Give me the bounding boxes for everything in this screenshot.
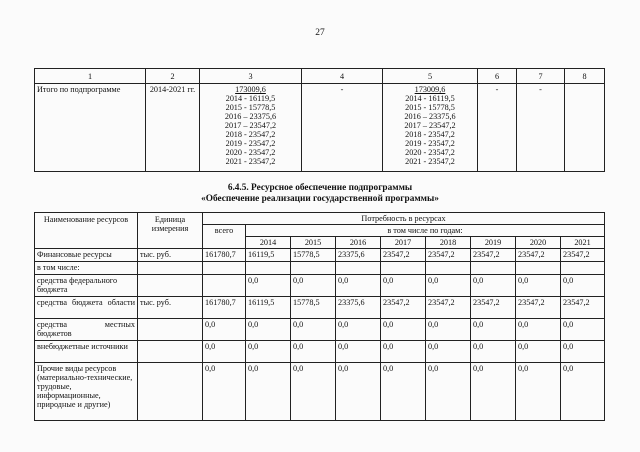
table-row [35, 297, 605, 319]
funding-year: 2015 - 15778,5 [225, 103, 276, 112]
year-value: 0,0 [381, 363, 426, 421]
table-row [35, 262, 605, 275]
year-value: 0,0 [471, 341, 516, 363]
resource-unit [138, 275, 203, 297]
year-value: 23547,2 [471, 249, 516, 262]
year-value: 0,0 [561, 363, 605, 421]
year-value: 0,0 [291, 341, 336, 363]
year-header: 2018 [426, 237, 471, 249]
subprogram-total-table [34, 68, 605, 172]
heading-line: 6.4.5. Ресурсное обеспечение подпрограммы [227, 183, 413, 193]
resource-unit [138, 363, 203, 421]
header-row [35, 213, 605, 225]
funding-year: 2019 - 23547,2 [405, 139, 455, 148]
cell-col7: - [517, 84, 565, 172]
year-value: 0,0 [516, 319, 561, 341]
funding-year: 2020 - 23547,2 [225, 148, 276, 157]
year-value [336, 262, 381, 275]
page-number: 27 [315, 28, 325, 38]
table-row [35, 319, 605, 341]
resource-unit [138, 262, 203, 275]
col-header-need: Потребность в ресурсах [203, 213, 605, 225]
year-value: 0,0 [516, 341, 561, 363]
funding-year: 2018 - 23547,2 [225, 130, 276, 139]
year-value: 15778,5 [291, 297, 336, 319]
table-row [35, 363, 605, 421]
col-header-years: в том числе по годам: [246, 225, 605, 237]
col-header: 1 [35, 69, 146, 84]
year-value: 23375,6 [336, 297, 381, 319]
funding-cell-col5 [383, 84, 478, 172]
year-value: 0,0 [246, 363, 291, 421]
year-value: 0,0 [336, 341, 381, 363]
resource-total: 161780,7 [203, 249, 246, 262]
header-row [35, 69, 605, 84]
col-header-unit: Единица измерения [138, 213, 203, 249]
year-value: 23547,2 [561, 249, 605, 262]
resource-table [34, 212, 605, 421]
cell-col6: - [478, 84, 517, 172]
funding-year: 2016 – 23375,6 [224, 112, 277, 121]
year-header: 2017 [381, 237, 426, 249]
funding-year: 2021 - 23547,2 [405, 157, 455, 166]
year-value [246, 262, 291, 275]
funding-year: 2016 – 23375,6 [404, 112, 456, 121]
resource-name: в том числе: [35, 262, 138, 275]
year-header: 2015 [291, 237, 336, 249]
funding-total: 173009,6 [414, 85, 446, 94]
year-value: 16119,5 [246, 297, 291, 319]
year-value: 0,0 [471, 363, 516, 421]
funding-year: 2017 – 23547,2 [224, 121, 277, 130]
funding-year: 2014 - 16119,5 [405, 94, 455, 103]
resource-unit [138, 319, 203, 341]
col-header: 3 [200, 69, 302, 84]
funding-year: 2020 - 23547,2 [405, 148, 455, 157]
cell-col8 [565, 84, 605, 172]
year-value: 23547,2 [516, 297, 561, 319]
year-value [561, 262, 605, 275]
table-row [35, 249, 605, 262]
col-header-total: всего [203, 225, 246, 249]
year-value: 23375,6 [336, 249, 381, 262]
funding-year: 2018 - 23547,2 [405, 130, 455, 139]
year-value: 23547,2 [561, 297, 605, 319]
resource-name: внебюджетные источники [35, 341, 138, 363]
resource-total: 0,0 [203, 341, 246, 363]
year-value [381, 262, 426, 275]
year-header: 2014 [246, 237, 291, 249]
year-header: 2020 [516, 237, 561, 249]
resource-name: средства бюджета области [35, 297, 138, 319]
year-value [291, 262, 336, 275]
period-cell: 2014-2021 гг. [146, 84, 200, 172]
resource-name: средства местных бюджетов [35, 319, 138, 341]
col-header: 4 [302, 69, 383, 84]
cell-col4: - [302, 84, 383, 172]
resource-unit: тыс. руб. [138, 249, 203, 262]
table-row [35, 275, 605, 297]
year-value: 0,0 [336, 363, 381, 421]
year-value: 0,0 [246, 275, 291, 297]
year-value: 0,0 [336, 275, 381, 297]
year-value: 0,0 [291, 275, 336, 297]
year-value: 0,0 [471, 319, 516, 341]
table-row [35, 84, 605, 172]
year-value: 0,0 [381, 319, 426, 341]
resource-total [203, 275, 246, 297]
resource-unit: тыс. руб. [138, 297, 203, 319]
resource-total: 161780,7 [203, 297, 246, 319]
resource-total: 0,0 [203, 319, 246, 341]
year-value [471, 262, 516, 275]
resource-name: средства федерального бюджета [35, 275, 138, 297]
year-value: 0,0 [336, 319, 381, 341]
year-value: 16119,5 [246, 249, 291, 262]
col-header: 5 [383, 69, 478, 84]
heading-line: «Обеспечение реализации государственной программы» [201, 194, 439, 204]
section-heading [0, 183, 640, 205]
resource-total [203, 262, 246, 275]
resource-name: Финансовые ресурсы [35, 249, 138, 262]
year-value: 23547,2 [426, 297, 471, 319]
year-value: 15778,5 [291, 249, 336, 262]
year-value: 0,0 [426, 341, 471, 363]
year-value: 0,0 [381, 275, 426, 297]
year-value: 0,0 [561, 319, 605, 341]
resource-total: 0,0 [203, 363, 246, 421]
col-header: 2 [146, 69, 200, 84]
col-header: 8 [565, 69, 605, 84]
year-value: 0,0 [471, 275, 516, 297]
year-value: 0,0 [426, 363, 471, 421]
year-header: 2021 [561, 237, 605, 249]
resource-unit [138, 341, 203, 363]
row-label: Итого по подпрограмме [35, 84, 146, 172]
year-value: 0,0 [426, 319, 471, 341]
year-value: 0,0 [561, 275, 605, 297]
table-row [35, 341, 605, 363]
year-value: 0,0 [561, 341, 605, 363]
year-value: 0,0 [381, 341, 426, 363]
funding-year: 2014 - 16119,5 [225, 94, 276, 103]
year-value: 23547,2 [516, 249, 561, 262]
resource-name: Прочие виды ресурсов (материально-технические, трудовые, информационные, природные и другие) [35, 363, 138, 421]
year-value: 23547,2 [381, 249, 426, 262]
year-value: 23547,2 [471, 297, 516, 319]
col-header: 6 [478, 69, 517, 84]
year-header: 2016 [336, 237, 381, 249]
year-header: 2019 [471, 237, 516, 249]
funding-total: 173009,6 [235, 85, 266, 94]
year-value: 0,0 [246, 319, 291, 341]
funding-cell [200, 84, 302, 172]
funding-year: 2015 - 15778,5 [405, 103, 455, 112]
year-value: 0,0 [426, 275, 471, 297]
year-value: 23547,2 [381, 297, 426, 319]
col-header-name: Наименование ресурсов [35, 213, 138, 249]
year-value: 0,0 [291, 363, 336, 421]
year-value: 0,0 [516, 275, 561, 297]
funding-year: 2019 - 23547,2 [225, 139, 276, 148]
year-value [516, 262, 561, 275]
funding-year: 2017 – 23547,2 [404, 121, 456, 130]
year-value [426, 262, 471, 275]
year-value: 23547,2 [426, 249, 471, 262]
year-value: 0,0 [516, 363, 561, 421]
funding-year: 2021 - 23547,2 [225, 157, 276, 166]
year-value: 0,0 [291, 319, 336, 341]
col-header: 7 [517, 69, 565, 84]
year-value: 0,0 [246, 341, 291, 363]
